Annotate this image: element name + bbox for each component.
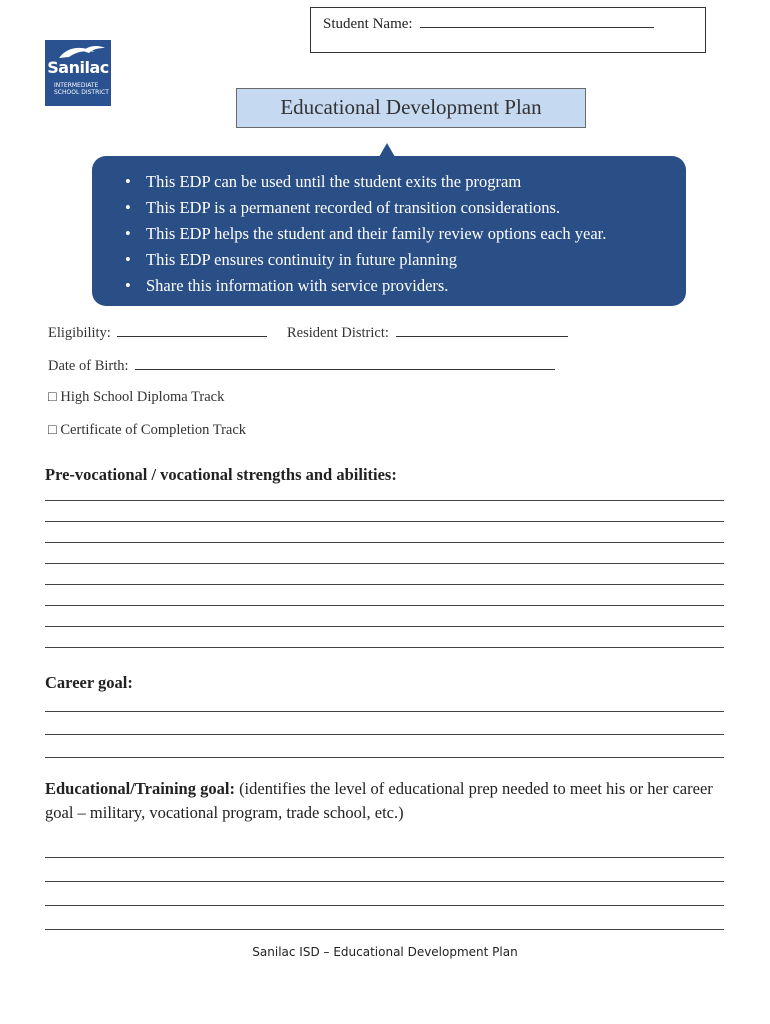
logo-line-2: SCHOOL DISTRICT (54, 89, 109, 96)
certificate-track-option[interactable] (48, 422, 246, 439)
strengths-line[interactable] (45, 626, 724, 627)
strengths-line[interactable] (45, 521, 724, 522)
edu-goal-heading: Educational/Training goal: (45, 779, 235, 798)
logo-subtitle (54, 82, 109, 96)
date-of-birth-label: Date of Birth: (48, 358, 129, 374)
edu-goal-description: (identifies the level of educational prep needed to meet his or her career goal – military, vocational program, trade school, etc.) (45, 779, 713, 822)
strengths-line[interactable] (45, 647, 724, 648)
callout-tip (379, 143, 395, 157)
student-name-label: Student Name: (323, 16, 413, 32)
info-callout (92, 156, 686, 306)
callout-item: • This EDP is a permanent recorded of transition considerations. (122, 195, 686, 221)
sanilac-logo (45, 40, 111, 106)
edu-goal-line[interactable] (45, 881, 724, 882)
diploma-track-option[interactable] (48, 389, 224, 406)
edu-goal-line[interactable] (45, 857, 724, 858)
eligibility-input-line[interactable] (117, 322, 267, 337)
edu-goal-paragraph (45, 777, 735, 825)
certificate-checkbox[interactable]: □ (48, 422, 57, 438)
callout-item: • This EDP helps the student and their family review options each year. (122, 221, 686, 247)
eligibility-label: Eligibility: (48, 325, 111, 341)
career-goal-line[interactable] (45, 711, 724, 712)
logo-line-1: INTERMEDIATE (54, 82, 99, 89)
strengths-line[interactable] (45, 500, 724, 501)
callout-list (122, 169, 686, 299)
career-goal-line[interactable] (45, 734, 724, 735)
diploma-track-label: High School Diploma Track (60, 389, 225, 405)
edu-goal-line[interactable] (45, 929, 724, 930)
diploma-checkbox[interactable]: □ (48, 389, 57, 405)
page-footer: Sanilac ISD – Educational Development Plan (252, 945, 518, 959)
callout-item: • Share this information with service providers. (122, 273, 686, 299)
resident-district-field (287, 322, 568, 342)
callout-item: • This EDP can be used until the student exits the program (122, 169, 686, 195)
resident-district-label: Resident District: (287, 325, 389, 341)
strengths-line[interactable] (45, 605, 724, 606)
strengths-line[interactable] (45, 584, 724, 585)
certificate-track-label: Certificate of Completion Track (60, 422, 247, 438)
edu-goal-line[interactable] (45, 905, 724, 906)
date-of-birth-input-line[interactable] (135, 355, 555, 370)
career-goal-line[interactable] (45, 757, 724, 758)
student-name-input-line[interactable] (420, 14, 654, 28)
student-name-box (310, 7, 706, 53)
callout-item: • This EDP ensures continuity in future planning (122, 247, 686, 273)
strengths-heading: Pre-vocational / vocational strengths and abilities: (45, 465, 397, 484)
resident-district-input-line[interactable] (396, 322, 568, 337)
page-title: Educational Development Plan (236, 88, 586, 128)
logo-name: Sanilac (47, 58, 109, 77)
eligibility-field (48, 322, 267, 342)
date-of-birth-field (48, 355, 555, 375)
strengths-line[interactable] (45, 563, 724, 564)
career-goal-heading: Career goal: (45, 673, 133, 692)
strengths-line[interactable] (45, 542, 724, 543)
